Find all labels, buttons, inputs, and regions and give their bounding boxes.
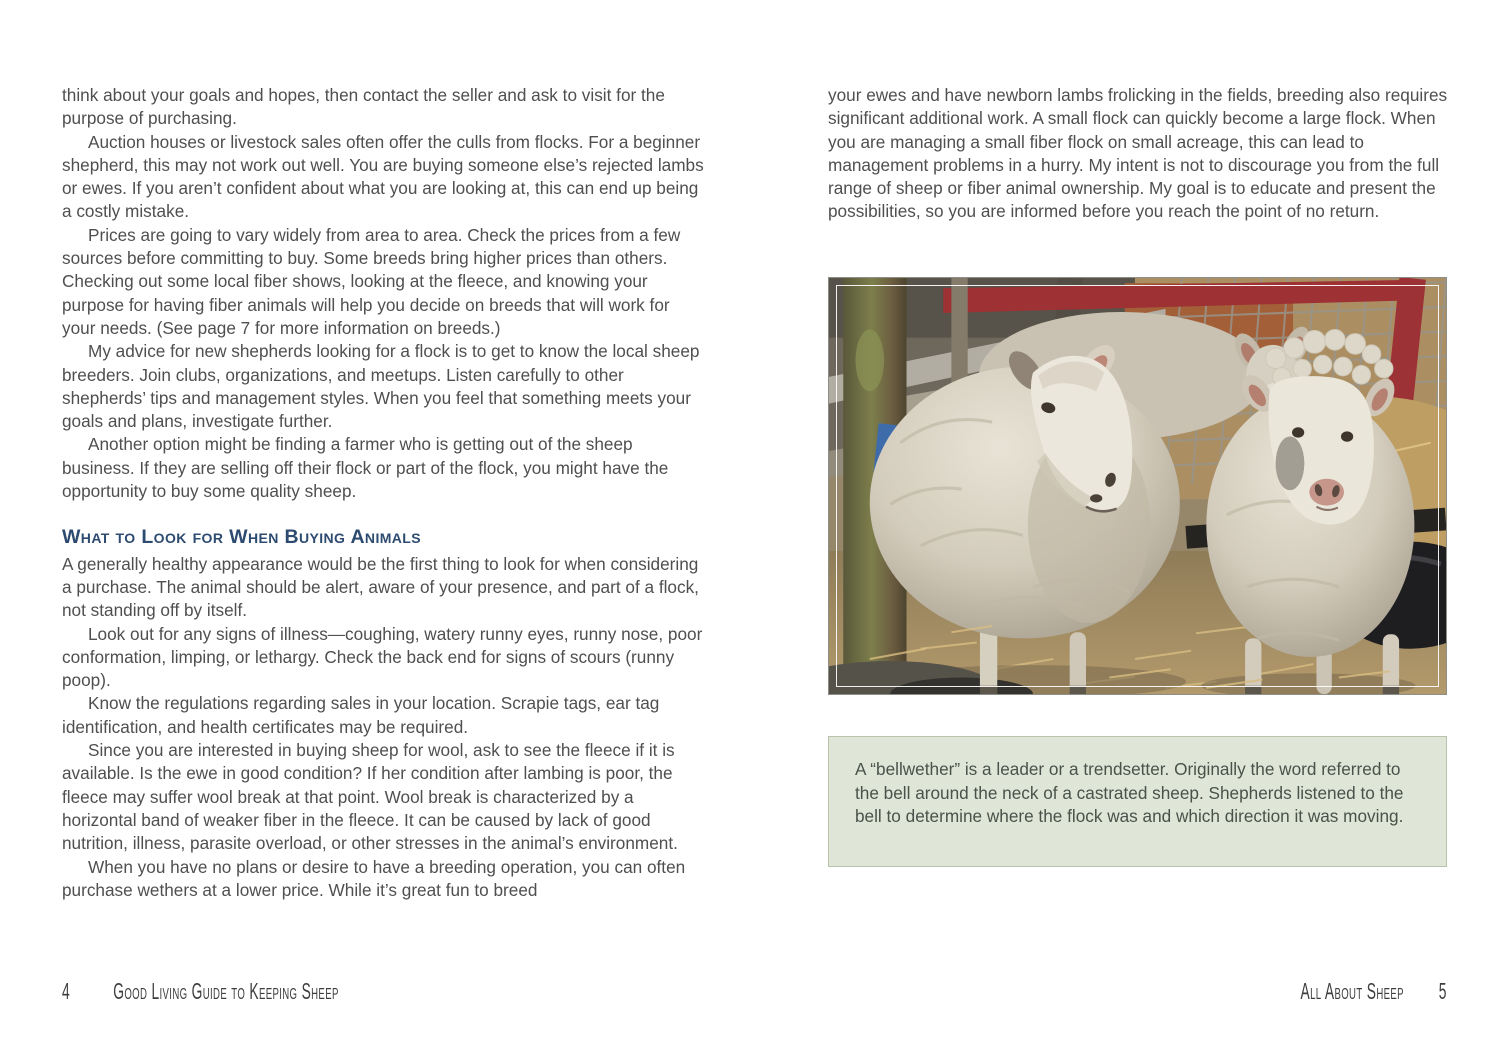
right-page-footer: [1301, 978, 1447, 1005]
body-paragraph: your ewes and have newborn lambs frolicking in the fields, breeding also requires significant additional work. A small flock can quickly become a large flock. When you are managing a small fiber flock on small acreage, this can lead to management problems in a hurry. My intent is not to discourage you from the full range of sheep or fiber animal ownership. My goal is to educate and present the possibilities, so you are informed before you reach the point of no return.: [828, 85, 1448, 222]
callout-text: A “bellwether” is a leader or a trendsetter. Originally the word referred to the bell around the neck of a castrated sheep. Shepherds listened to the bell to determine where the flock was and which direction it was moving.: [855, 759, 1404, 827]
left-page-text-column: [62, 84, 706, 902]
body-paragraph: When you have no plans or desire to have a breeding operation, you can often purchase wethers at a lower price. While it’s great fun to breed: [62, 856, 686, 900]
left-page-footer: [62, 978, 339, 1005]
page-number: 4: [62, 978, 71, 1004]
right-page-text-column: [828, 84, 1450, 224]
body-paragraph: My advice for new shepherds looking for a flock is to get to know the local sheep breeders. Join clubs, organizations, and meetups. Listen carefully to other shepherds’ tips and management styles. When you feel that something meets your goals and plans, investigate further.: [62, 341, 700, 432]
body-paragraph: think about your goals and hopes, then contact the seller and ask to visit for the purpose of purchasing.: [62, 85, 665, 129]
body-paragraph: Auction houses or livestock sales often offer the culls from flocks. For a beginner shepherd, this may not work out well. You are buying someone else’s rejected lambs or ewes. If you aren’t confident about what you are looking at, this can end up being a costly mistake.: [62, 131, 704, 222]
body-paragraph: Know the regulations regarding sales in your location. Scrapie tags, ear tag identification, and health certificates may be required.: [62, 693, 660, 737]
body-paragraph: Look out for any signs of illness—coughing, watery runny eyes, runny nose, poor conformation, limping, or lethargy. Check the back end for signs of scours (runny poop).: [62, 623, 703, 691]
page-number: 5: [1438, 978, 1447, 1004]
body-paragraph: Prices are going to vary widely from area to area. Check the prices from a few sources before committing to buy. Some breeds bring higher prices than others. Checking out some local fiber shows, looking at the fleece, and knowing your purpose for having fiber animals will help you decide on breeds that will work for your needs. (See page 7 for more information on breeds.): [62, 224, 681, 338]
photo-keyline: [836, 285, 1439, 687]
book-title-running-head: Good Living Guide to Keeping Sheep: [113, 978, 339, 1004]
bellwether-callout-box: [828, 736, 1447, 867]
sheep-photo: [828, 277, 1447, 695]
body-paragraph: A generally healthy appearance would be the first thing to look for when considering a purchase. The animal should be alert, aware of your presence, and part of a flock, not standing off by itself.: [62, 553, 699, 621]
body-paragraph: Since you are interested in buying sheep for wool, ask to see the fleece if it is available. Is the ewe in good condition? If her condition after lambing is poor, the fleece may suffer wool break at that point. Wool break is characterized by a horizontal band of weaker fiber in the fleece. It can be caused by lack of good nutrition, illness, parasite overload, or other stresses in the animal’s environment.: [62, 740, 678, 854]
body-paragraph: Another option might be finding a farmer who is getting out of the sheep business. If they are selling off their flock or part of the flock, you might have the opportunity to buy some quality sheep.: [62, 434, 669, 502]
section-heading: What to Look for When Buying Animals: [62, 526, 421, 549]
chapter-title-running-head: All About Sheep: [1300, 978, 1405, 1004]
